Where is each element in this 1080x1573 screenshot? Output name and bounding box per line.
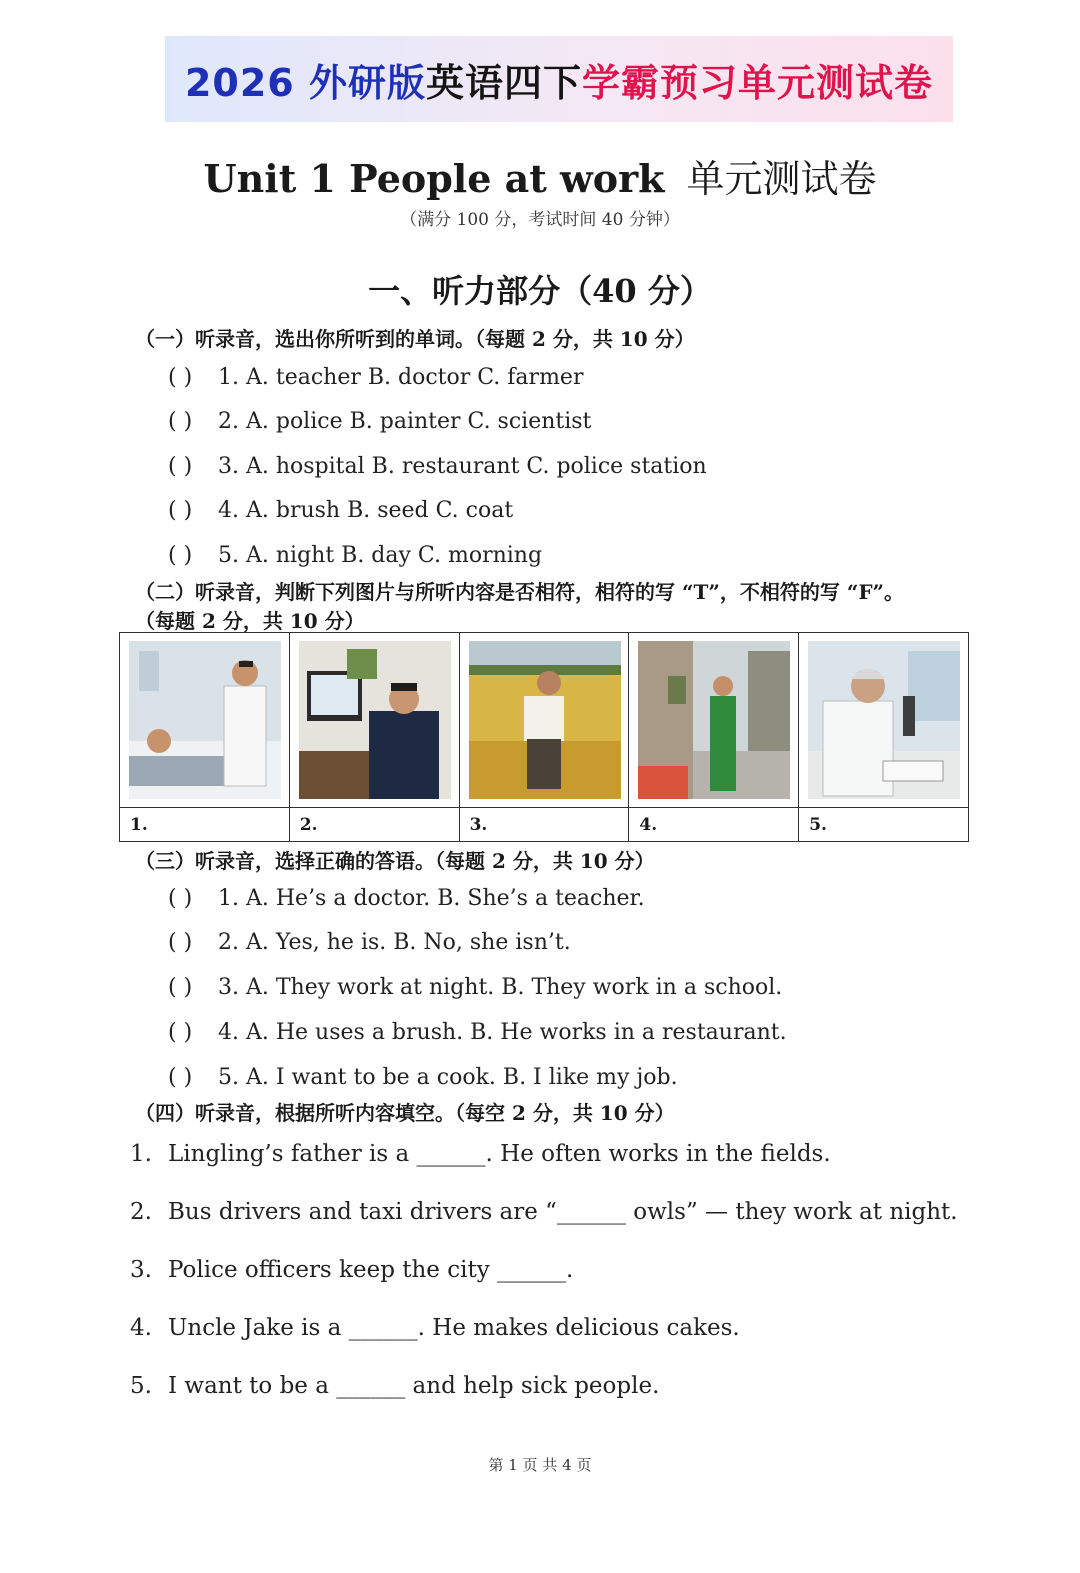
question-text: 2. A. police B. painter C. scientist <box>218 409 592 434</box>
picture-label: 3. <box>460 807 629 843</box>
page-footer: 第 1 页 共 4 页 <box>488 1456 592 1474</box>
fill-blank-item <box>130 1199 958 1225</box>
question-text: 4. A. He uses a brush. B. He works in a restaurant. <box>218 1020 787 1045</box>
question-item <box>168 543 542 568</box>
section-2-heading: （二）听录音，判断下列图片与所听内容是否相符，相符的写 “T”，不相符的写 “F”。 <box>135 580 905 604</box>
fill-blank-text[interactable]: Lingling’s father is a ______. He often works in the fields. <box>168 1141 831 1167</box>
answer-paren[interactable]: ( ) <box>168 365 193 390</box>
fill-blank-text[interactable]: Police officers keep the city ______. <box>168 1257 574 1283</box>
fill-blank-text[interactable]: Uncle Jake is a ______. He makes delicious cakes. <box>168 1315 740 1341</box>
question-text: 5. A. night B. day C. morning <box>218 543 543 568</box>
picture-label: 5. <box>799 807 968 843</box>
picture-cell <box>120 633 290 841</box>
police-officer-computer-photo-icon <box>299 641 451 799</box>
fill-blank-text[interactable]: I want to be a ______ and help sick people. <box>168 1373 660 1399</box>
question-item <box>168 498 513 523</box>
question-text: 3. A. They work at night. B. They work in a school. <box>218 975 783 1000</box>
question-item <box>168 1065 678 1090</box>
question-text: 5. A. I want to be a cook. B. I like my job. <box>218 1065 678 1090</box>
unit-title-en: Unit 1 People at work <box>203 156 665 201</box>
picture-cell <box>799 633 968 841</box>
fill-blank-item <box>130 1141 831 1167</box>
question-item <box>168 975 782 1000</box>
question-text: 3. A. hospital B. restaurant C. police station <box>218 454 707 479</box>
answer-paren[interactable]: ( ) <box>168 409 193 434</box>
score-note: （满分 100 分，考试时间 40 分钟） <box>400 210 680 230</box>
banner-subject: 英语四下 <box>425 60 582 105</box>
picture-cell <box>460 633 630 841</box>
section-3-heading: （三）听录音，选择正确的答语。（每题 2 分，共 10 分） <box>135 849 655 873</box>
fill-blank-item <box>130 1315 740 1341</box>
question-item <box>168 1020 787 1045</box>
banner-edition: 2026 外研版 <box>184 60 426 105</box>
picture-label: 1. <box>120 807 289 843</box>
banner-test-name: 学霸预习单元测试卷 <box>582 60 934 105</box>
unit-title-zh: 单元测试卷 <box>686 157 877 201</box>
picture-cell <box>629 633 799 841</box>
scientist-lab-photo-icon <box>808 641 960 799</box>
fill-blank-item <box>130 1373 659 1399</box>
fill-blank-text[interactable]: Bus drivers and taxi drivers are “______ owls” — they work at night. <box>168 1199 958 1225</box>
item-number: 4. <box>130 1315 152 1341</box>
section-2-heading-cont: （每题 2 分，共 10 分） <box>135 609 365 633</box>
question-text: 1. A. teacher B. doctor C. farmer <box>218 365 584 390</box>
part-title-listening: 一、听力部分（40 分） <box>368 272 712 310</box>
picture-label: 4. <box>629 807 798 843</box>
section-1-heading: （一）听录音，选出你所听到的单词。（每题 2 分，共 10 分） <box>135 327 695 351</box>
question-item <box>168 365 583 390</box>
postman-street-photo-icon <box>638 641 790 799</box>
item-number: 5. <box>130 1373 152 1399</box>
header-banner <box>165 36 953 122</box>
question-text: 2. A. Yes, he is. B. No, she isn’t. <box>218 930 571 955</box>
answer-paren[interactable]: ( ) <box>168 975 193 1000</box>
doctor-patient-photo-icon <box>129 641 281 799</box>
answer-paren[interactable]: ( ) <box>168 1065 193 1090</box>
item-number: 3. <box>130 1257 152 1283</box>
picture-table <box>119 632 969 842</box>
question-item <box>168 886 645 911</box>
answer-paren[interactable]: ( ) <box>168 1020 193 1045</box>
unit-title <box>0 148 1080 203</box>
answer-paren[interactable]: ( ) <box>168 498 193 523</box>
answer-paren[interactable]: ( ) <box>168 886 193 911</box>
section-4-heading: （四）听录音，根据所听内容填空。（每空 2 分，共 10 分） <box>135 1101 675 1125</box>
question-item <box>168 409 591 434</box>
answer-paren[interactable]: ( ) <box>168 930 193 955</box>
question-item <box>168 930 571 955</box>
picture-label: 2. <box>290 807 459 843</box>
fill-blank-item <box>130 1257 573 1283</box>
answer-paren[interactable]: ( ) <box>168 454 193 479</box>
farmer-field-photo-icon <box>469 641 621 799</box>
question-item <box>168 454 707 479</box>
picture-cell <box>290 633 460 841</box>
question-text: 4. A. brush B. seed C. coat <box>218 498 514 523</box>
question-text: 1. A. He’s a doctor. B. She’s a teacher. <box>218 886 645 911</box>
answer-paren[interactable]: ( ) <box>168 543 193 568</box>
item-number: 2. <box>130 1199 152 1225</box>
item-number: 1. <box>130 1141 152 1167</box>
